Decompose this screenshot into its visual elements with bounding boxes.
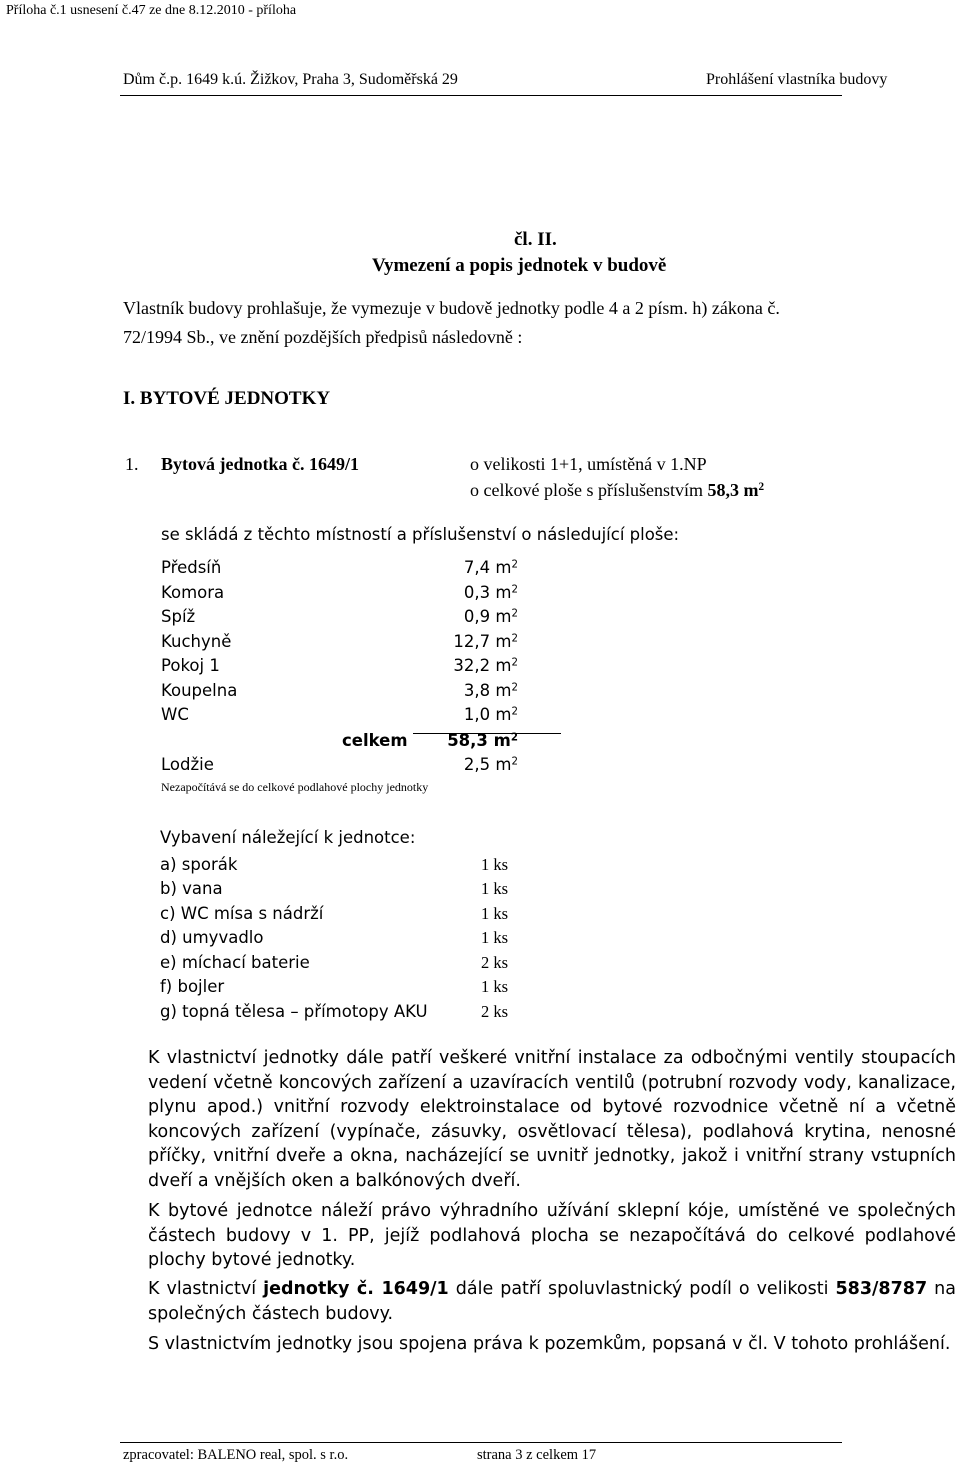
- equipment-qty: 1 ks: [480, 928, 508, 947]
- header-rule: [120, 95, 842, 96]
- unit-name: Bytová jednotka č. 1649/1: [161, 454, 359, 474]
- room-name: WC: [161, 705, 189, 724]
- equipment-qty: 1 ks: [480, 904, 508, 923]
- equipment-item: f) bojler: [160, 977, 225, 996]
- intro-line-1: Vlastník budovy prohlašuje, že vymezuje v budově jednotky podle 4 a 2 písm. h) zákona č.: [123, 298, 780, 318]
- equipment-qty: 1 ks: [480, 879, 508, 898]
- equipment-item: d) umyvadlo: [160, 928, 264, 947]
- equipment-item: c) WC mísa s nádrží: [160, 904, 324, 923]
- room-area: 7,4 $m^2$: [463, 558, 518, 577]
- intro-line-2: 72/1994 Sb., ve znění pozdějších předpisů následovně :: [123, 327, 523, 347]
- room-area: 3,8 $m^2$: [463, 681, 518, 700]
- footer-author: zpracovatel: BALENO real, spol. s r.o.: [123, 1447, 349, 1463]
- attachment-note: Příloha č.1 usnesení č.47 ze dne 8.12.2010 - příloha: [6, 3, 297, 18]
- total-label: celkem: [342, 731, 408, 750]
- paragraph-share: K vlastnictví jednotky č. 1649/1 dále patří spoluvlastnický podíl o velikosti 583/8787 na společných částech budovy.: [148, 1279, 956, 1324]
- paragraph-installations: K vlastnictví jednotky dále patří veškeré vnitřní instalace za odbočnými ventily stoupacích vedení včetně koncových zařízení a uzavíracích ventilů (potrubní rozvody vody, kanalizace, plynu apod.) vnitřní rozvody elektroinstalace od bytové rozvodnice včetně ní a včetně koncových zařízení (vypínače, zásuvky, osvětlovací tělesa), podlahová krytina, nenosné příčky, vnitřní dveře a okna, nacházející se uvnitř jednotky, jakož i vnitřní strany vstupních dveří a vnějších oken a balkónových dveří.: [148, 1048, 956, 1191]
- paragraph-land: S vlastnictvím jednotky jsou spojena práva k pozemkům, popsaná v čl. V tohoto prohlášení.: [148, 1334, 951, 1354]
- unit-area-prefix: o celkové ploše s příslušenstvím: [470, 480, 703, 500]
- room-name: Kuchyně: [161, 632, 232, 651]
- equipment-qty: 1 ks: [480, 855, 508, 874]
- equipment-item: b) vana: [160, 879, 223, 898]
- footer-rule: [120, 1442, 842, 1443]
- unit-number: 1.: [125, 454, 139, 474]
- equipment-qty: 2 ks: [480, 953, 508, 972]
- unit-area: [470, 480, 764, 501]
- room-area: 0,9 $m^2$: [463, 607, 518, 626]
- unit-area-value: 58,3 $m^2$: [707, 480, 765, 500]
- loggia-area: 2,5 $m^2$: [463, 755, 518, 774]
- room-name: Předsíň: [161, 558, 222, 577]
- chapter-heading: Vymezení a popis jednotek v budově: [372, 255, 667, 276]
- footer-page-number: strana 3 z celkem 17: [477, 1447, 597, 1463]
- room-name: Spíž: [161, 607, 196, 626]
- header-building: Dům č.p. 1649 k.ú. Žižkov, Praha 3, Sudoměřská 29: [123, 71, 458, 88]
- chapter-number: čl. II.: [514, 229, 557, 250]
- room-name: Pokoj 1: [161, 656, 220, 675]
- room-area: 12,7 $m^2$: [453, 632, 518, 651]
- equipment-item: e) míchací baterie: [160, 953, 310, 972]
- total-area: 58,3 $m^2$: [447, 731, 518, 750]
- room-area: 0,3 $m^2$: [463, 583, 518, 602]
- loggia-name: Lodžie: [161, 755, 214, 774]
- room-name: Komora: [161, 583, 225, 602]
- equipment-item: g) topná tělesa – přímotopy AKU: [160, 1002, 428, 1021]
- equipment-item: a) sporák: [160, 855, 238, 874]
- room-area: 32,2 $m^2$: [453, 656, 518, 675]
- paragraph-cellar: K bytové jednotce náleží právo výhradního užívání sklepní kóje, umístěné ve společných částech budovy v 1. PP, jejíž podlahová plocha se nezapočítává do celkové podlahové plochy bytové jednotky.: [148, 1201, 956, 1271]
- section-title: I. BYTOVÉ JEDNOTKY: [123, 388, 331, 409]
- room-name: Koupelna: [161, 681, 238, 700]
- room-area: 1,0 $m^2$: [463, 705, 518, 724]
- equipment-qty: 1 ks: [480, 977, 508, 996]
- loggia-note: Nezapočítává se do celkové podlahové plochy jednotky: [161, 780, 429, 794]
- header-document-title: Prohlášení vlastníka budovy: [706, 71, 888, 88]
- equipment-title: Vybavení náležející k jednotce:: [160, 828, 416, 847]
- equipment-qty: 2 ks: [480, 1002, 508, 1021]
- unit-size: o velikosti 1+1, umístěná v 1.NP: [470, 454, 707, 474]
- rooms-intro: se skládá z těchto místností a příslušenství o následující ploše:: [161, 525, 680, 544]
